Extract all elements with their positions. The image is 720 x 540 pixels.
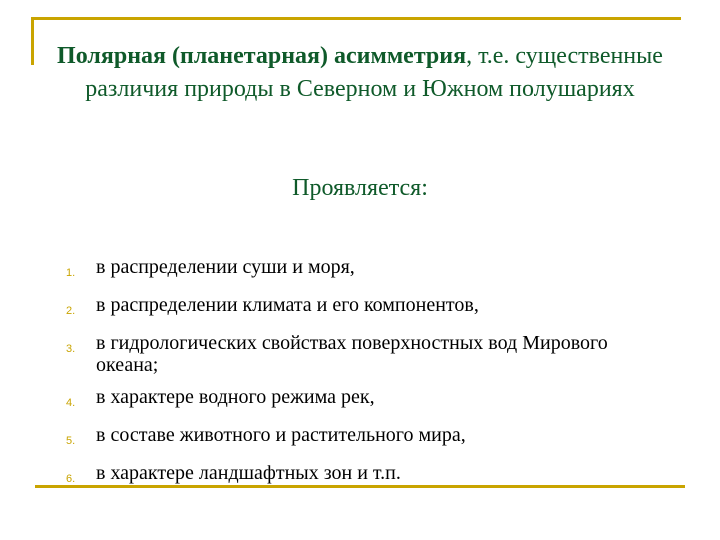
- list-text: в гидрологических свойствах поверхностных вод Мирового океана;: [96, 332, 608, 376]
- list-item: [66, 386, 666, 414]
- list-item: [66, 294, 666, 322]
- top-rule: [31, 17, 681, 20]
- list-text: в характере водного режима рек,: [96, 386, 375, 408]
- list-number: 5.: [66, 435, 76, 447]
- list-text: в составе животного и растительного мира,: [96, 424, 466, 446]
- list-number: 6.: [66, 473, 76, 485]
- list-text: в характере ландшафтных зон и т.п.: [96, 462, 401, 484]
- slide-title: [40, 40, 680, 106]
- list-number: 4.: [66, 397, 76, 409]
- left-rule: [31, 17, 34, 65]
- list-text: в распределении климата и его компонентов,: [96, 294, 479, 316]
- list-number: 3.: [66, 343, 76, 355]
- manifestations-list: [66, 256, 666, 500]
- list-item: [66, 256, 666, 284]
- list-number: 2.: [66, 305, 76, 317]
- title-bold: Полярная (планетарная) асимметрия: [57, 43, 467, 69]
- bottom-rule: [35, 485, 685, 488]
- list-item: [66, 332, 666, 376]
- title-rest: , т.е. существенные различия природы в Северном и Южном полушариях: [85, 43, 663, 102]
- list-text: в распределении суши и моря,: [96, 256, 355, 278]
- subtitle: Проявляется:: [292, 175, 428, 201]
- list-number: 1.: [66, 267, 76, 279]
- list-item: [66, 424, 666, 452]
